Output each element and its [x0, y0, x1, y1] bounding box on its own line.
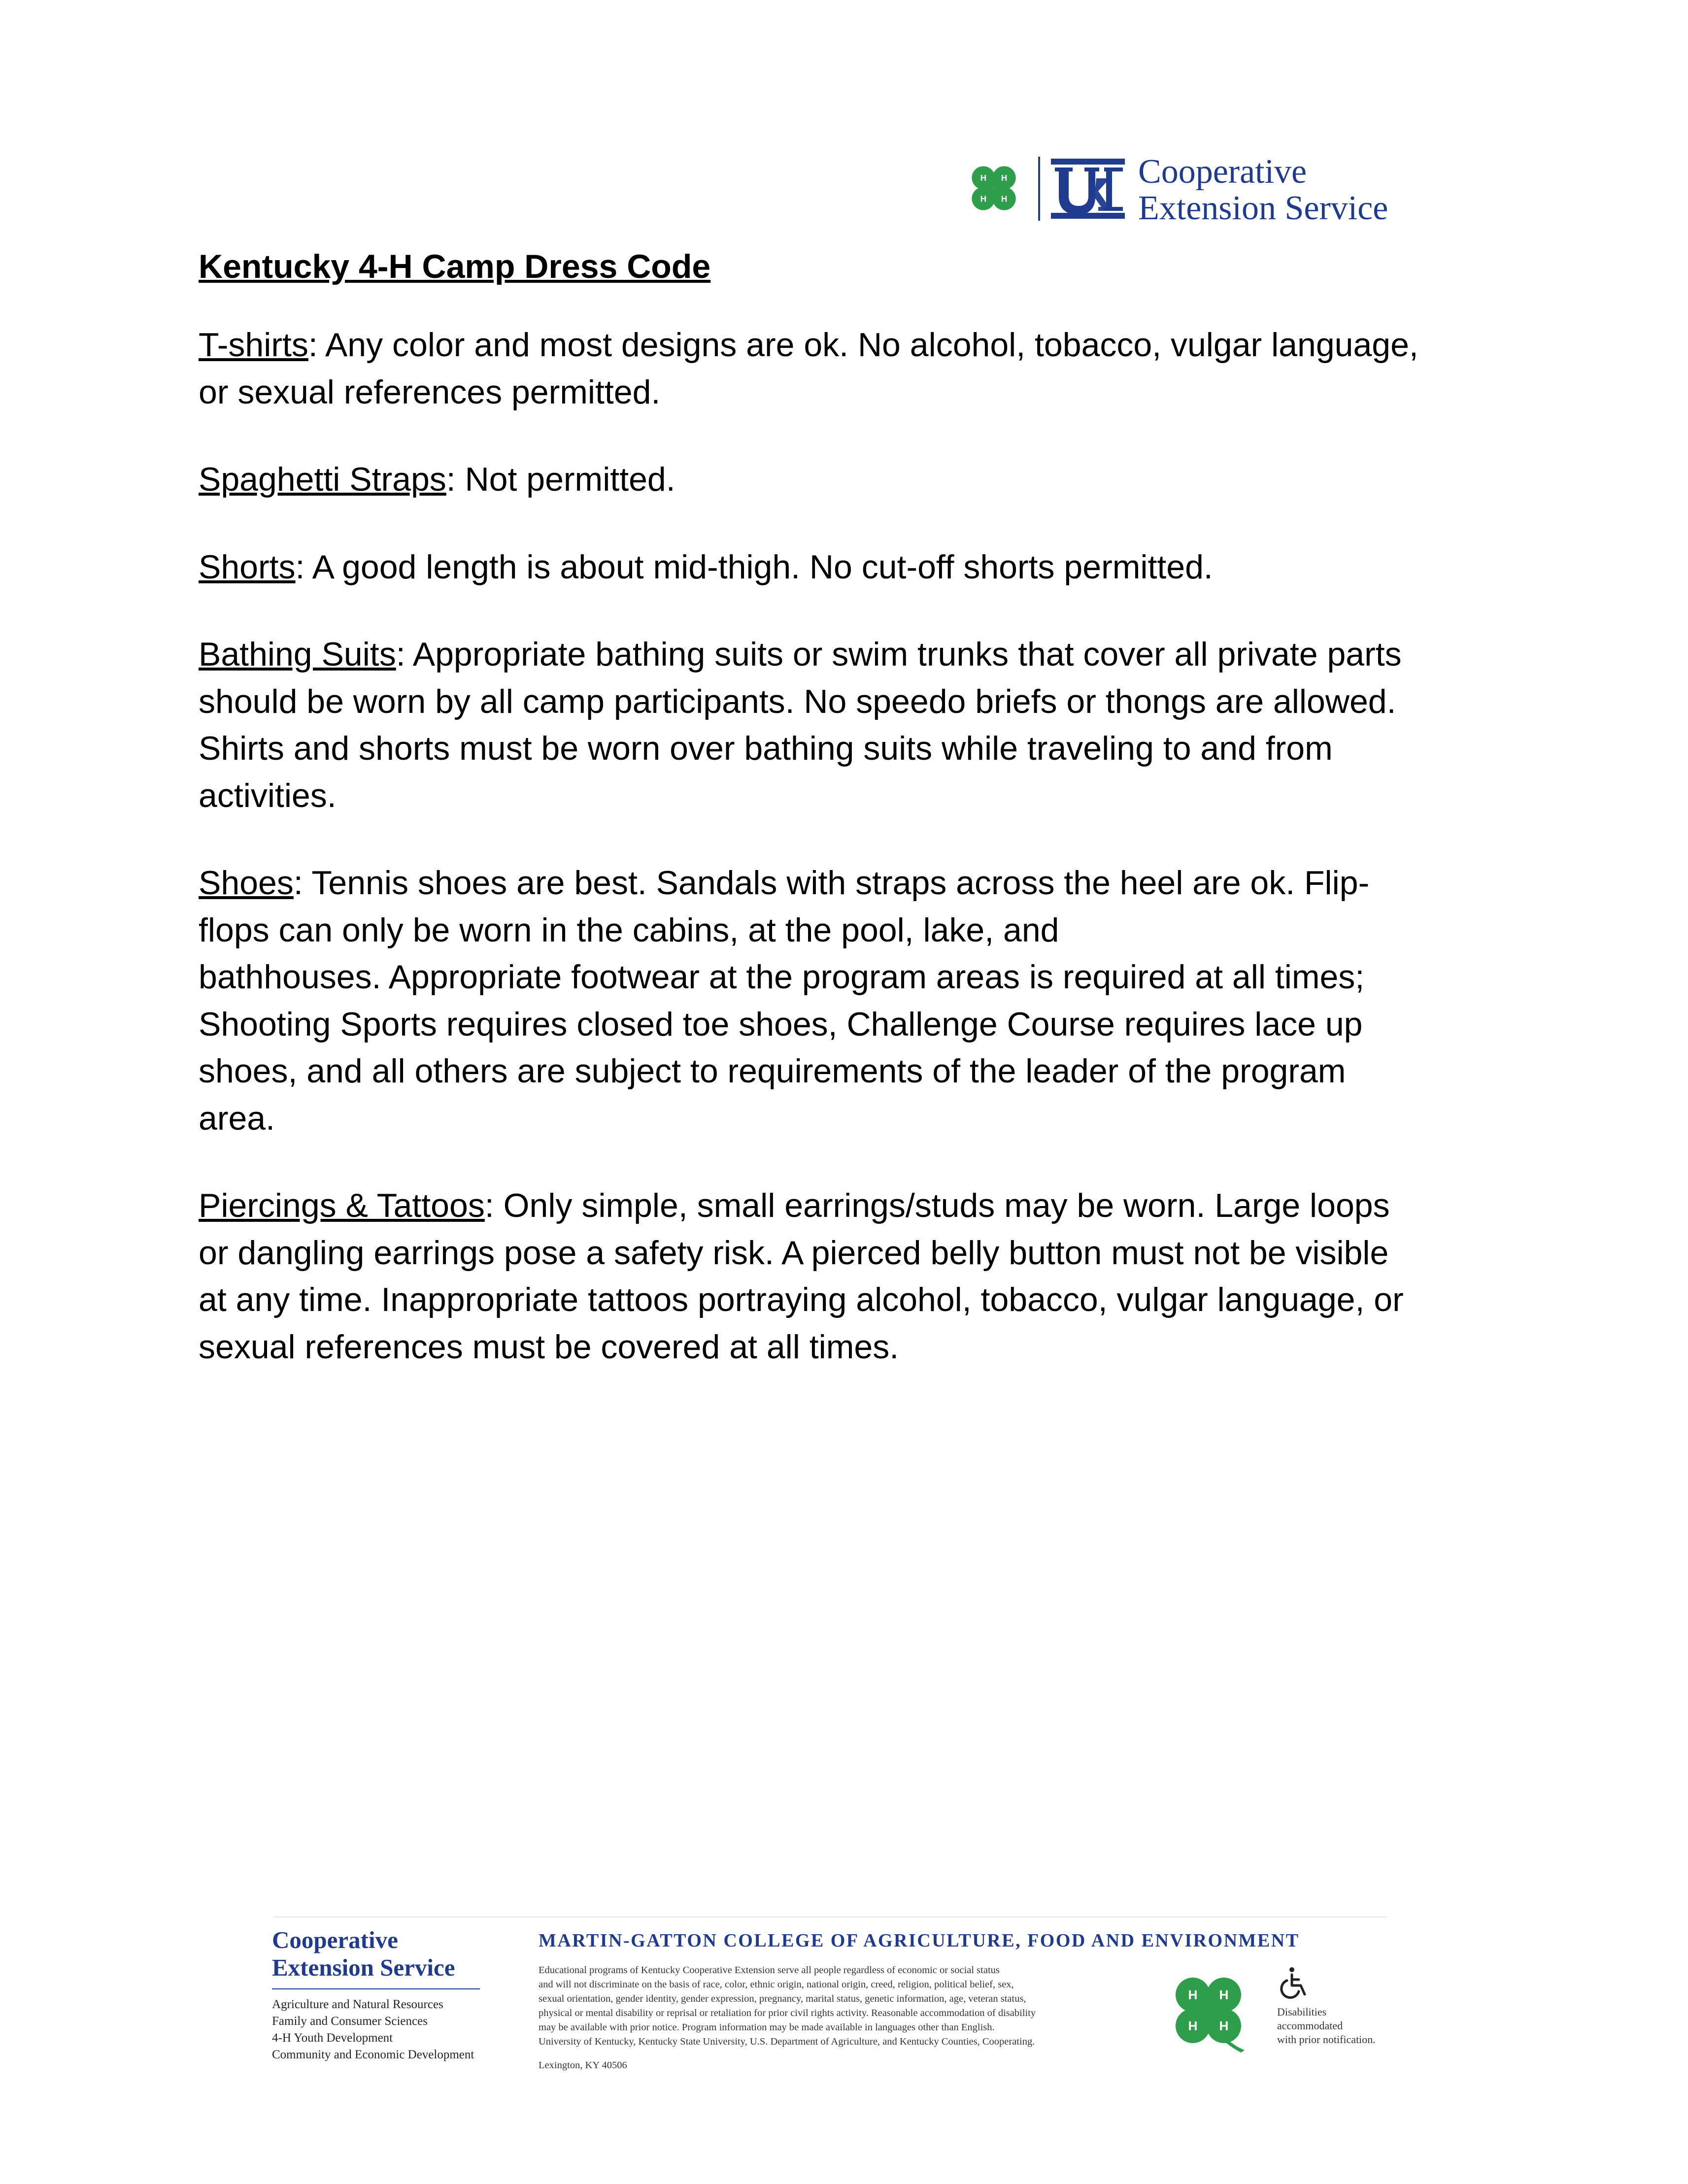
section-line: Shirts and shorts must be worn over bathing suits while traveling to and from: [199, 730, 1333, 767]
section-line: bathhouses. Appropriate footwear at the program areas is required at all times;: [199, 958, 1365, 996]
footer-divider: [273, 1916, 1387, 1917]
footer-department: 4-H Youth Development: [272, 2031, 393, 2045]
section-piercings-tattoos: [199, 1182, 1499, 1371]
footer-college-name: MARTIN-GATTON COLLEGE OF AGRICULTURE, FOOD AND ENVIRONMENT: [539, 1930, 1300, 1951]
legal-line: Educational programs of Kentucky Cooperative Extension serve all people regardless of economic or social status: [539, 1965, 1000, 1976]
section-tshirts: [199, 322, 1499, 416]
svg-text:H: H: [1001, 194, 1008, 204]
footer-department: Community and Economic Development: [272, 2048, 474, 2061]
section-text: Any color and most designs are ok. No alcohol, tobacco, vulgar language,: [325, 326, 1418, 364]
footer-ces-line2: Extension Service: [272, 1954, 455, 1981]
footer-department: Family and Consumer Sciences: [272, 2015, 428, 2028]
svg-text:H: H: [1219, 1987, 1229, 2002]
section-text: Only simple, small earrings/studs may be worn. Large loops: [503, 1187, 1390, 1224]
accessibility-line: Disabilities: [1277, 2006, 1327, 2018]
section-line: sexual references must be covered at all times.: [199, 1328, 899, 1366]
section-line: Shorts: A good length is about mid-thigh. No cut-off shorts permitted.: [199, 548, 1213, 586]
section-shorts: [199, 544, 1499, 591]
section-line: activities.: [199, 776, 337, 814]
section-term: T-shirts: [199, 326, 308, 364]
logo-text: [1138, 154, 1388, 227]
section-term: Bathing Suits: [199, 636, 396, 673]
logo-line2: Extension Service: [1138, 189, 1388, 227]
footer-department: Agriculture and Natural Resources: [272, 1998, 443, 2011]
section-term: Piercings & Tattoos: [199, 1187, 485, 1224]
document-title: Kentucky 4-H Camp Dress Code: [199, 248, 711, 285]
legal-line: physical or mental disability or reprisal or retaliation for prior civil rights activity. Reasonable accommodation of disability: [539, 2008, 1036, 2018]
section-line: Shooting Sports requires closed toe shoes, Challenge Course requires lace up: [199, 1005, 1363, 1043]
accessibility-line: with prior notification.: [1277, 2033, 1376, 2046]
svg-text:H: H: [980, 194, 987, 204]
section-shoes: [199, 860, 1499, 1142]
section-line: Shoes: Tennis shoes are best. Sandals with straps across the heel are ok. Flip-: [199, 864, 1370, 902]
svg-text:H: H: [980, 173, 987, 183]
section-term: Shorts: [199, 548, 296, 586]
section-line: shoes, and all others are subject to requirements of the leader of the program: [199, 1052, 1346, 1090]
logo-line1: Cooperative: [1138, 153, 1307, 191]
accessibility-line: accommodated: [1277, 2019, 1343, 2032]
document-body: [199, 244, 1499, 1411]
section-line: at any time. Inappropriate tattoos portraying alcohol, tobacco, vulgar language, or: [199, 1281, 1404, 1318]
footer-ces-rule: [272, 1988, 480, 1989]
svg-text:H: H: [1001, 173, 1008, 183]
header-logo: [963, 154, 1436, 228]
4h-clover-icon: [1165, 1967, 1251, 2053]
footer-ces-block: [272, 1926, 484, 2063]
section-text: Not permitted.: [465, 461, 675, 498]
section-spaghetti-straps: [199, 456, 1499, 504]
legal-line: may be available with prior notice. Program information may be made available in languages other than English.: [539, 2022, 995, 2033]
section-line: should be worn by all camp participants. No speedo briefs or thongs are allowed.: [199, 682, 1396, 720]
footer-address: Lexington, KY 40506: [539, 2060, 627, 2071]
section-line: Piercings & Tattoos: Only simple, small earrings/studs may be worn. Large loops: [199, 1187, 1390, 1224]
section-bathing-suits: [199, 631, 1499, 819]
footer-accessibility: [1277, 1966, 1405, 2047]
section-line: Spaghetti Straps: Not permitted.: [199, 461, 675, 498]
4h-clover-icon: [963, 158, 1024, 219]
section-term: Shoes: [199, 864, 294, 902]
legal-line: University of Kentucky, Kentucky State University, U.S. Department of Agriculture, and Kentucky Counties, Cooperating.: [539, 2036, 1035, 2047]
section-line: flops can only be worn in the cabins, at the pool, lake, and: [199, 911, 1059, 949]
section-text: Tennis shoes are best. Sandals with straps across the heel are ok. Flip-: [311, 864, 1370, 902]
accessibility-text: [1277, 2005, 1405, 2047]
section-line: area.: [199, 1099, 275, 1137]
legal-line: and will not discriminate on the basis of race, color, ethnic origin, national origin, creed, religion, political belief, sex,: [539, 1979, 1014, 1990]
section-line: Bathing Suits: Appropriate bathing suits or swim trunks that cover all private parts: [199, 636, 1402, 673]
section-text: A good length is about mid-thigh. No cut-off shorts permitted.: [312, 548, 1213, 586]
svg-text:H: H: [1188, 2018, 1198, 2033]
footer-ces-line1: Cooperative: [272, 1926, 398, 1953]
section-term: Spaghetti Straps: [199, 461, 446, 498]
section-line: T-shirts: Any color and most designs are ok. No alcohol, tobacco, vulgar language,: [199, 326, 1418, 364]
section-text: Appropriate bathing suits or swim trunks that cover all private parts: [412, 636, 1402, 673]
legal-line: sexual orientation, gender identity, gender expression, pregnancy, marital status, genetic information, age, veteran status,: [539, 1993, 1026, 2004]
footer-legal-notice: [539, 1963, 1154, 2049]
section-line: or sexual references permitted.: [199, 373, 661, 411]
svg-text:H: H: [1188, 1987, 1198, 2002]
svg-text:H: H: [1219, 2018, 1229, 2033]
logo-divider: [1038, 157, 1040, 221]
section-line: or dangling earrings pose a safety risk. A pierced belly button must not be visible: [199, 1234, 1389, 1272]
wheelchair-accessibility-icon: [1277, 1966, 1312, 2000]
uk-logo-icon: [1051, 159, 1125, 219]
